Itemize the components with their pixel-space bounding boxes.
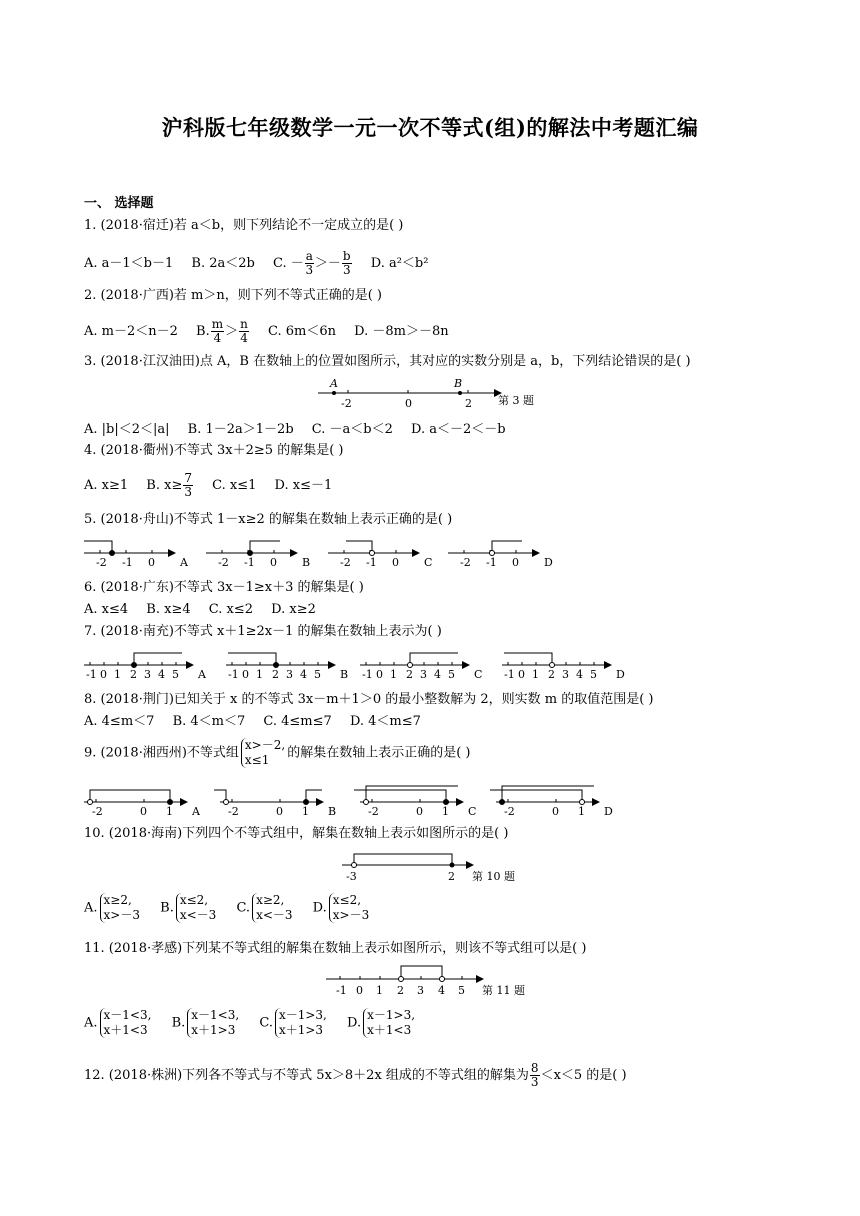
tick-label: 3	[286, 668, 293, 681]
tick-label: 4	[434, 668, 441, 681]
q1-options	[84, 250, 442, 277]
tick-label: 1	[578, 805, 585, 818]
tick-label: -2	[228, 805, 239, 818]
q4-stem: 4. (2018·衢州)不等式 3x＋2≥5 的解集是( )	[84, 443, 344, 458]
q10-tick: 2	[448, 870, 455, 883]
tick-label: 5	[314, 668, 321, 681]
option-letter: A	[180, 556, 188, 569]
tick-label: 0	[100, 668, 107, 681]
q3-point-a: A	[330, 377, 338, 390]
q12-stem: 12. (2018·株洲)下列各不等式与不等式 5x＞8＋2x 组成的不等式组的解集为 $\frac{8}{3}$ ＜x＜5 的是( )	[84, 1061, 627, 1089]
q11-tick: -1	[336, 984, 347, 997]
q8-option-b: B. 4＜m＜7	[172, 714, 246, 729]
tick-label: -1	[122, 556, 133, 569]
q1-option-a: A. a－1＜b－1	[84, 256, 174, 271]
tick-label: -2	[460, 556, 471, 569]
tick-label: -2	[340, 556, 351, 569]
q3-number-line	[316, 378, 556, 412]
q11-tick: 3	[417, 984, 424, 997]
q3-option-b: B. 1－2a＞1－2b	[187, 422, 294, 437]
q2-options	[84, 318, 463, 345]
q3-option-c: C. －a＜b＜2	[311, 422, 393, 437]
tick-label: -1	[504, 668, 515, 681]
q7-stem: 7. (2018·南充)不等式 x＋1≥2x－1 的解集在数轴上表示为( )	[84, 624, 442, 639]
q1-option-d: D. a²＜b²	[370, 256, 429, 271]
q6-option-a: A. x≤4	[84, 602, 129, 617]
option-letter: A	[198, 668, 206, 681]
tick-label: 1	[256, 668, 263, 681]
q11-option-d: D. x－1>3, x＋1<3	[347, 1008, 416, 1037]
q8-stem: 8. (2018·荆门)已知关于 x 的不等式 3x－m＋1＞0 的最小整数解为 2，则实数 m 的取值范围是( )	[84, 692, 654, 707]
q6-options	[84, 601, 330, 619]
option-letter: A	[192, 805, 200, 818]
tick-label: 1	[302, 805, 309, 818]
option-letter: B	[340, 668, 349, 681]
q9-option-c-number-line	[358, 782, 476, 816]
q11-stem: 11. (2018·孝感)下列某不等式组的解集在数轴上表示如图所示，则该不等式组可以是( )	[84, 941, 587, 956]
q7-option-d-number-line	[500, 645, 630, 679]
tick-label: -2	[368, 805, 379, 818]
q11-number-line	[324, 962, 574, 1002]
tick-label: -2	[504, 805, 515, 818]
q5-option-a-number-line	[82, 533, 192, 567]
q11-tick: 4	[438, 984, 445, 997]
tick-label: 0	[242, 668, 249, 681]
q5-option-d-number-line	[446, 533, 556, 567]
q11-tick: 5	[458, 984, 465, 997]
q3-tick: 2	[465, 397, 472, 410]
tick-label: 0	[148, 556, 155, 569]
q1-stem: 1. (2018·宿迁)若 a＜b，则下列结论不一定成立的是( )	[84, 218, 404, 233]
q2-option-c: C. 6m＜6n	[268, 324, 337, 339]
tick-label: 3	[562, 668, 569, 681]
q9-option-a-number-line	[82, 782, 200, 816]
tick-label: 0	[140, 805, 147, 818]
tick-label: -2	[218, 556, 229, 569]
q3-option-a: A. |b|＜2＜|a|	[84, 422, 170, 437]
option-letter: B	[302, 556, 311, 569]
q9-option-d-number-line	[494, 782, 612, 816]
tick-label: -2	[92, 805, 103, 818]
q10-options	[84, 893, 385, 923]
tick-label: 4	[576, 668, 583, 681]
tick-label: 4	[158, 668, 165, 681]
q3-stem: 3. (2018·江汉油田)点 A，B 在数轴上的位置如图所示，其对应的实数分别是 a，b，下列结论错误的是( )	[84, 354, 691, 369]
q3-options	[84, 421, 520, 439]
q11-tick: 2	[397, 984, 404, 997]
tick-label: 5	[590, 668, 597, 681]
tick-label: 2	[548, 668, 555, 681]
q8-options	[84, 713, 435, 731]
q7-option-c-number-line	[358, 645, 488, 679]
tick-label: -1	[362, 668, 373, 681]
q1-option-c: C. － $\frac{a}{3}$ ＞－ $\frac{b}{3}$	[273, 249, 351, 277]
page-title: 沪科版七年级数学一元一次不等式(组)的解法中考题汇编	[161, 115, 699, 140]
option-letter: D	[616, 668, 625, 681]
q4-option-d: D. x≤－1	[274, 478, 333, 493]
tick-label: -1	[244, 556, 255, 569]
tick-label: 0	[416, 805, 423, 818]
tick-label: 1	[114, 668, 121, 681]
q11-options	[84, 1008, 431, 1038]
q10-number-line	[340, 848, 560, 888]
option-letter: C	[468, 805, 477, 818]
tick-label: 2	[130, 668, 137, 681]
q11-tick: 0	[356, 984, 363, 997]
q11-option-a: A. x－1<3, x＋1<3	[84, 1008, 152, 1037]
q3-caption: 第 3 题	[498, 394, 534, 407]
q8-option-a: A. 4≤m＜7	[84, 714, 155, 729]
q5-option-b-number-line	[204, 533, 314, 567]
tick-label: 1	[532, 668, 539, 681]
q2-option-a: A. m－2＜n－2	[84, 324, 178, 339]
q3-point-b: B	[454, 377, 463, 390]
q7-option-b-number-line	[224, 645, 354, 679]
q10-option-b: B. x≤2, x<－3	[160, 893, 217, 922]
tick-label: -1	[366, 556, 377, 569]
option-letter: D	[544, 556, 553, 569]
tick-label: -1	[228, 668, 239, 681]
q3-tick: 0	[405, 397, 412, 410]
option-letter: D	[604, 805, 613, 818]
tick-label: 1	[442, 805, 449, 818]
tick-label: 0	[518, 668, 525, 681]
q3-tick: -2	[341, 397, 352, 410]
q2-option-d: D. －8m＞－8n	[354, 324, 449, 339]
q6-option-d: D. x≥2	[271, 602, 316, 617]
tick-label: 1	[390, 668, 397, 681]
q11-caption: 第 11 题	[482, 984, 525, 997]
q11-option-b: B. x－1<3, x＋1>3	[171, 1008, 240, 1037]
q6-stem: 6. (2018·广东)不等式 3x－1≥x＋3 的解集是( )	[84, 580, 364, 595]
tick-label: -2	[96, 556, 107, 569]
q10-option-a: A. x≥2, x>－3	[84, 893, 140, 922]
q10-option-d: D. x≤2, x>－3	[312, 893, 370, 922]
q9-option-b-number-line	[218, 782, 336, 816]
q8-option-d: D. 4＜m≤7	[349, 714, 421, 729]
tick-label: 1	[166, 805, 173, 818]
q5-stem: 5. (2018·舟山)不等式 1－x≥2 的解集在数轴上表示正确的是( )	[84, 512, 453, 527]
q10-tick: -3	[346, 870, 357, 883]
q1-option-b: B. 2a＜2b	[191, 256, 255, 271]
q4-options	[84, 472, 346, 499]
q6-option-b: B. x≥4	[146, 602, 191, 617]
tick-label: 0	[376, 668, 383, 681]
tick-label: 2	[272, 668, 279, 681]
tick-label: 0	[512, 556, 519, 569]
tick-label: 2	[406, 668, 413, 681]
q4-option-c: C. x≤1	[212, 478, 257, 493]
tick-label: 5	[448, 668, 455, 681]
tick-label: -1	[86, 668, 97, 681]
q9-stem: 9. (2018·湘西州)不等式组 x>－2, x≤1 的解集在数轴上表示正确的是( )	[84, 738, 471, 767]
tick-label: 0	[270, 556, 277, 569]
q4-option-a: A. x≥1	[84, 478, 129, 493]
q8-option-c: C. 4≤m≤7	[263, 714, 332, 729]
q10-option-c: C. x≥2, x<－3	[236, 893, 293, 922]
q4-option-b: B. x≥ $\frac{7}{3}$	[146, 471, 192, 499]
tick-label: 5	[172, 668, 179, 681]
q2-stem: 2. (2018·广西)若 m＞n，则下列不等式正确的是( )	[84, 288, 383, 303]
tick-label: 0	[552, 805, 559, 818]
tick-label: 0	[392, 556, 399, 569]
q7-option-a-number-line	[82, 645, 212, 679]
q10-caption: 第 10 题	[472, 870, 515, 883]
section-heading: 一、 选择题	[84, 196, 154, 211]
tick-label: 3	[420, 668, 427, 681]
option-letter: B	[328, 805, 337, 818]
q3-option-d: D. a＜－2＜－b	[411, 422, 506, 437]
option-letter: C	[474, 668, 483, 681]
q11-tick: 1	[376, 984, 383, 997]
q9-system-brace: x>－2, x≤1	[241, 738, 285, 768]
q10-stem: 10. (2018·海南)下列四个不等式组中，解集在数轴上表示如图所示的是( )	[84, 826, 509, 841]
tick-label: 3	[144, 668, 151, 681]
q6-option-c: C. x≤2	[208, 602, 254, 617]
tick-label: -1	[486, 556, 497, 569]
q2-option-b: B. $\frac{m}{4}$ ＞ $\frac{n}{4}$	[196, 317, 248, 345]
tick-label: 0	[276, 805, 283, 818]
option-letter: C	[424, 556, 433, 569]
tick-label: 4	[300, 668, 307, 681]
q5-option-c-number-line	[326, 533, 436, 567]
q11-option-c: C. x－1>3, x＋1>3	[259, 1008, 327, 1037]
